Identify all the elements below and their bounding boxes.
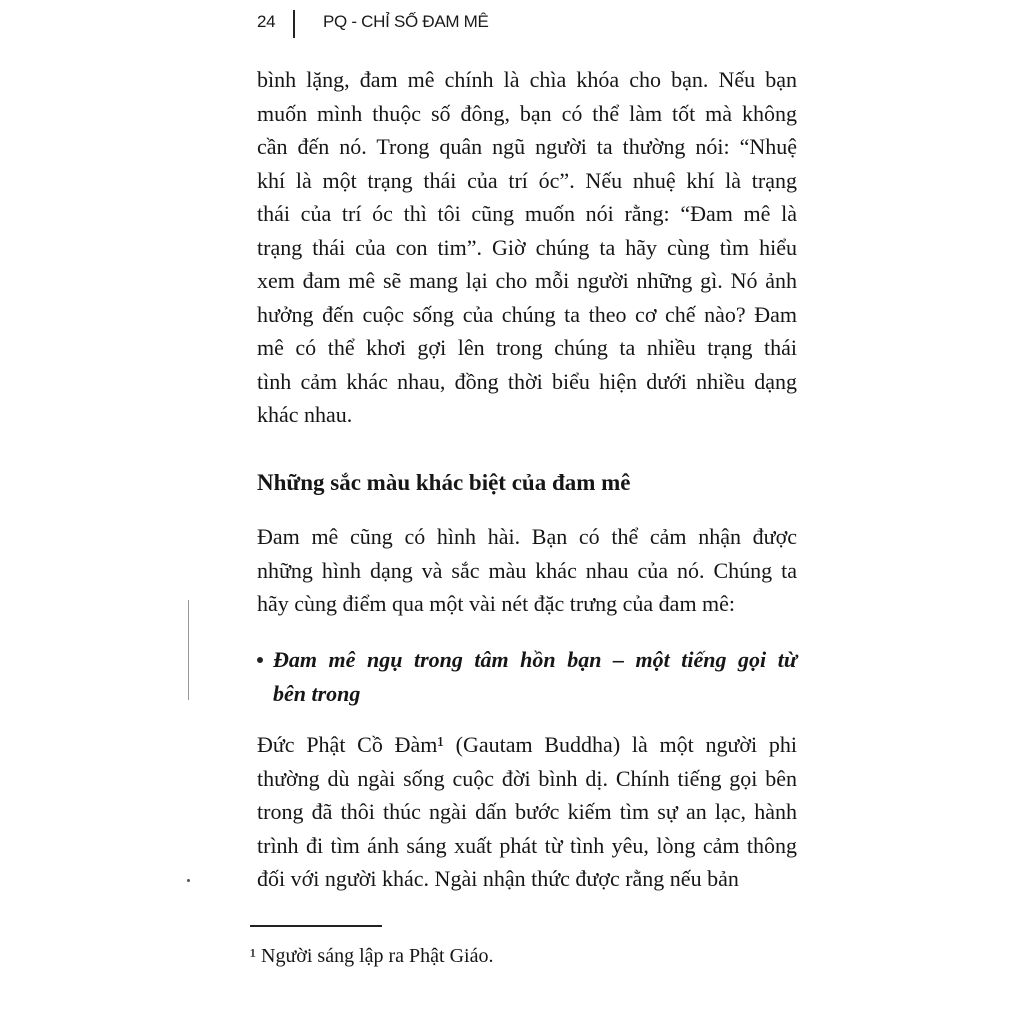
- running-header-title: PQ - CHỈ SỐ ĐAM MÊ: [323, 12, 489, 31]
- text-line: thường dù ngài sống cuộc đời bình dị. Chính tiếng gọi bên: [257, 765, 797, 791]
- text-line: mê có thể khơi gợi lên trong chúng ta nhiều trạng thái: [257, 335, 797, 360]
- text-line: khí là một trạng thái của trí óc”. Nếu nhuệ khí là trạng: [257, 167, 797, 193]
- footnote-rule: [250, 925, 382, 927]
- text-line: muốn mình thuộc số đông, bạn có thể làm tốt mà không: [257, 100, 797, 126]
- text-line: bình lặng, đam mê chính là chìa khóa cho bạn. Nếu bạn: [257, 67, 797, 92]
- paragraph-2: [257, 520, 797, 621]
- text-line: Đức Phật Cồ Đàm¹ (Gautam Buddha) là một người phi: [257, 732, 797, 757]
- bullet-dot-icon: [257, 657, 263, 663]
- page-number: 24: [257, 12, 276, 31]
- scan-speck: [187, 879, 190, 882]
- text-line: bên trong: [273, 680, 361, 706]
- section-heading: Những sắc màu khác biệt của đam mê: [257, 470, 631, 495]
- text-line: đối với người khác. Ngài nhận thức được rằng nếu bản: [257, 866, 739, 891]
- bullet-text: [257, 643, 797, 710]
- text-line: tình cảm khác nhau, đồng thời biểu hiện dưới nhiều dạng: [257, 368, 797, 394]
- text-line: trạng thái của con tim”. Giờ chúng ta hãy cùng tìm hiểu: [257, 234, 797, 260]
- text-line: hưởng đến cuộc sống của chúng ta theo cơ chế nào? Đam: [257, 301, 797, 327]
- text-line: trình đi tìm ánh sáng xuất phát từ tình yêu, lòng cảm thông: [257, 832, 797, 858]
- text-line: thái của trí óc thì tôi cũng muốn nói rằng: “Đam mê là: [257, 201, 797, 226]
- scan-margin-mark: [188, 600, 189, 700]
- paragraph-3: [257, 728, 797, 896]
- text-line: hãy cùng điểm qua một vài nét đặc trưng của đam mê:: [257, 591, 736, 616]
- text-line: trong đã thôi thúc ngài dấn bước kiếm tìm sự an lạc, hành: [257, 799, 797, 824]
- paragraph-1: [257, 63, 797, 432]
- text-line: những hình dạng và sắc màu khác nhau của nó. Chúng ta: [257, 557, 797, 583]
- text-line: cần đến nó. Trong quân ngũ người ta thường nói: “Nhuệ: [257, 134, 797, 159]
- text-line: Đam mê cũng có hình hài. Bạn có thể cảm nhận được: [257, 524, 797, 549]
- footnote: ¹ Người sáng lập ra Phật Giáo.: [250, 945, 494, 967]
- bullet-item: [257, 643, 797, 710]
- text-line: Đam mê ngụ trong tâm hồn bạn – một tiếng gọi từ: [273, 647, 797, 672]
- text-line: xem đam mê sẽ mang lại cho mỗi người những gì. Nó ảnh: [257, 268, 797, 293]
- text-line: khác nhau.: [257, 402, 353, 427]
- header-divider: [293, 10, 295, 38]
